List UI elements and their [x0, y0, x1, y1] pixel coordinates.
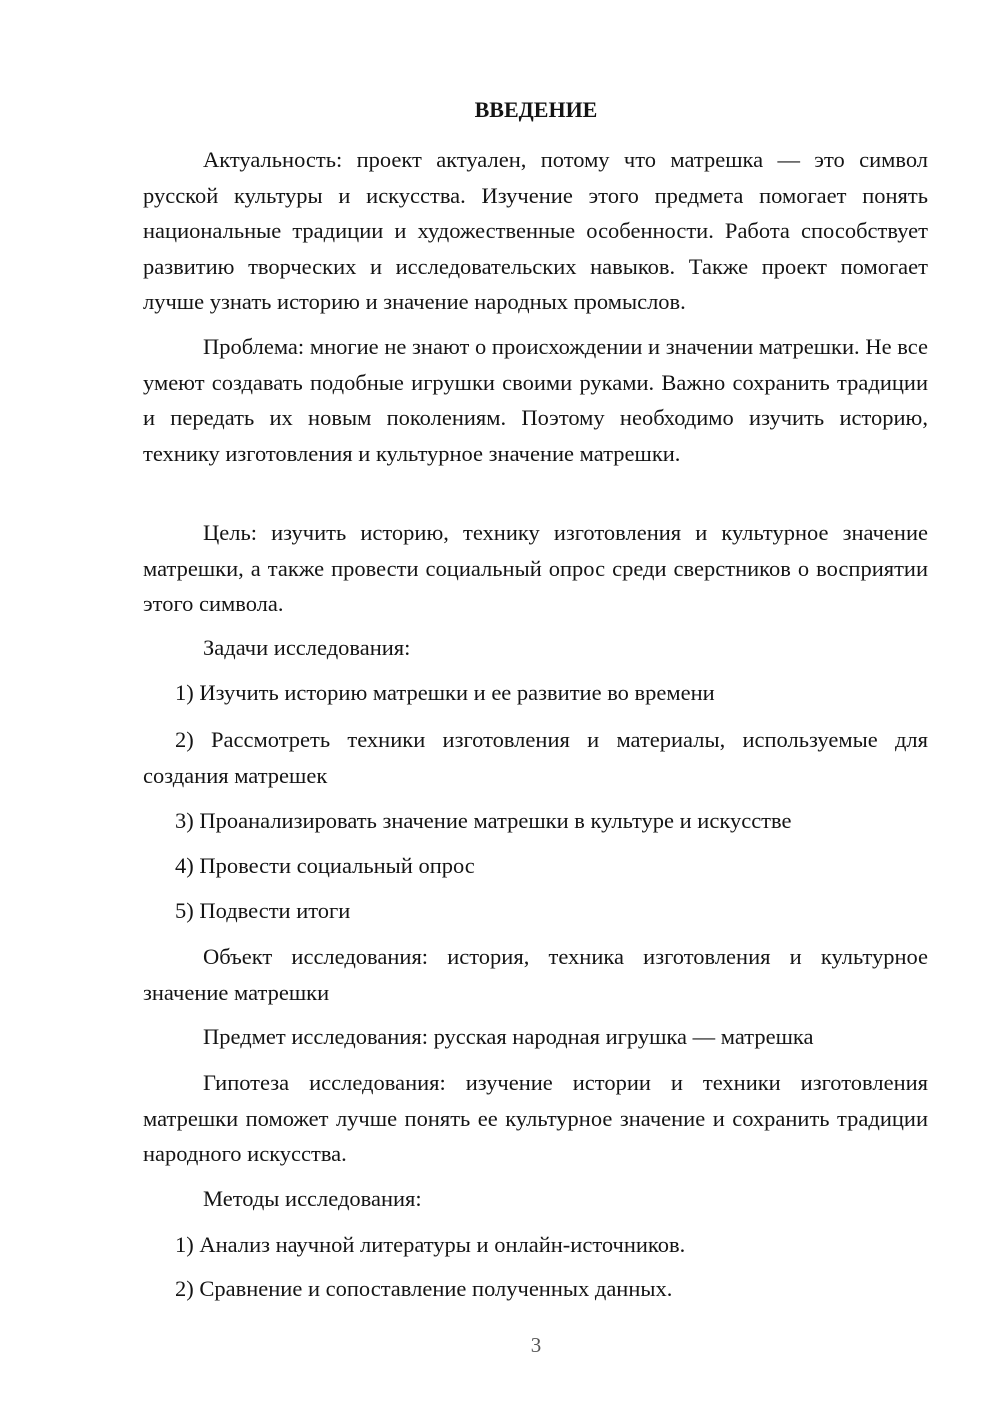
page-number: 3: [530, 1333, 542, 1357]
methods-heading: Методы исследования:: [203, 1186, 422, 1211]
relevance-paragraph: Актуальность: проект актуален, потому что матрешка — это символ русской культуры и искусства. Изучение этого предмета помогает понять национальные традиции и художественные особенности. Работа способствует развитию творческих и исследовательских навыков. Также проект помогает лучше узнать историю и значение народных промыслов.: [143, 147, 928, 314]
task-item-3: 3) Проанализировать значение матрешки в культуре и искусстве: [175, 808, 792, 833]
task-item-1: 1) Изучить историю матрешки и ее развитие во времени: [175, 680, 715, 705]
method-item-1: 1) Анализ научной литературы и онлайн-источников.: [175, 1232, 686, 1257]
problem-paragraph: Проблема: многие не знают о происхождении и значении матрешки. Не все умеют создавать подобные игрушки своими руками. Важно сохранить традиции и передать их новым поколениям. Поэтому необходимо изучить историю, технику изготовления и культурное значение матрешки.: [143, 334, 928, 466]
subject-paragraph: Предмет исследования: русская народная игрушка — матрешка: [203, 1024, 814, 1049]
tasks-heading: Задачи исследования:: [203, 635, 411, 660]
hypothesis-paragraph: Гипотеза исследования: изучение истории и техники изготовления матрешки поможет лучше понять ее культурное значение и сохранить традиции народного искусства.: [143, 1070, 928, 1166]
task-item-4: 4) Провести социальный опрос: [175, 853, 475, 878]
method-item-2: 2) Сравнение и сопоставление полученных данных.: [175, 1276, 673, 1301]
section-heading: ВВЕДЕНИЕ: [474, 97, 598, 122]
object-paragraph: Объект исследования: история, техника изготовления и культурное значение матрешки: [143, 944, 928, 1005]
goal-paragraph: Цель: изучить историю, технику изготовления и культурное значение матрешки, а также провести социальный опрос среди сверстников о восприятии этого символа.: [143, 520, 928, 616]
task-item-5: 5) Подвести итоги: [175, 898, 351, 923]
task-item-2: 2) Рассмотреть техники изготовления и материалы, используемые для создания матрешек: [143, 727, 928, 788]
